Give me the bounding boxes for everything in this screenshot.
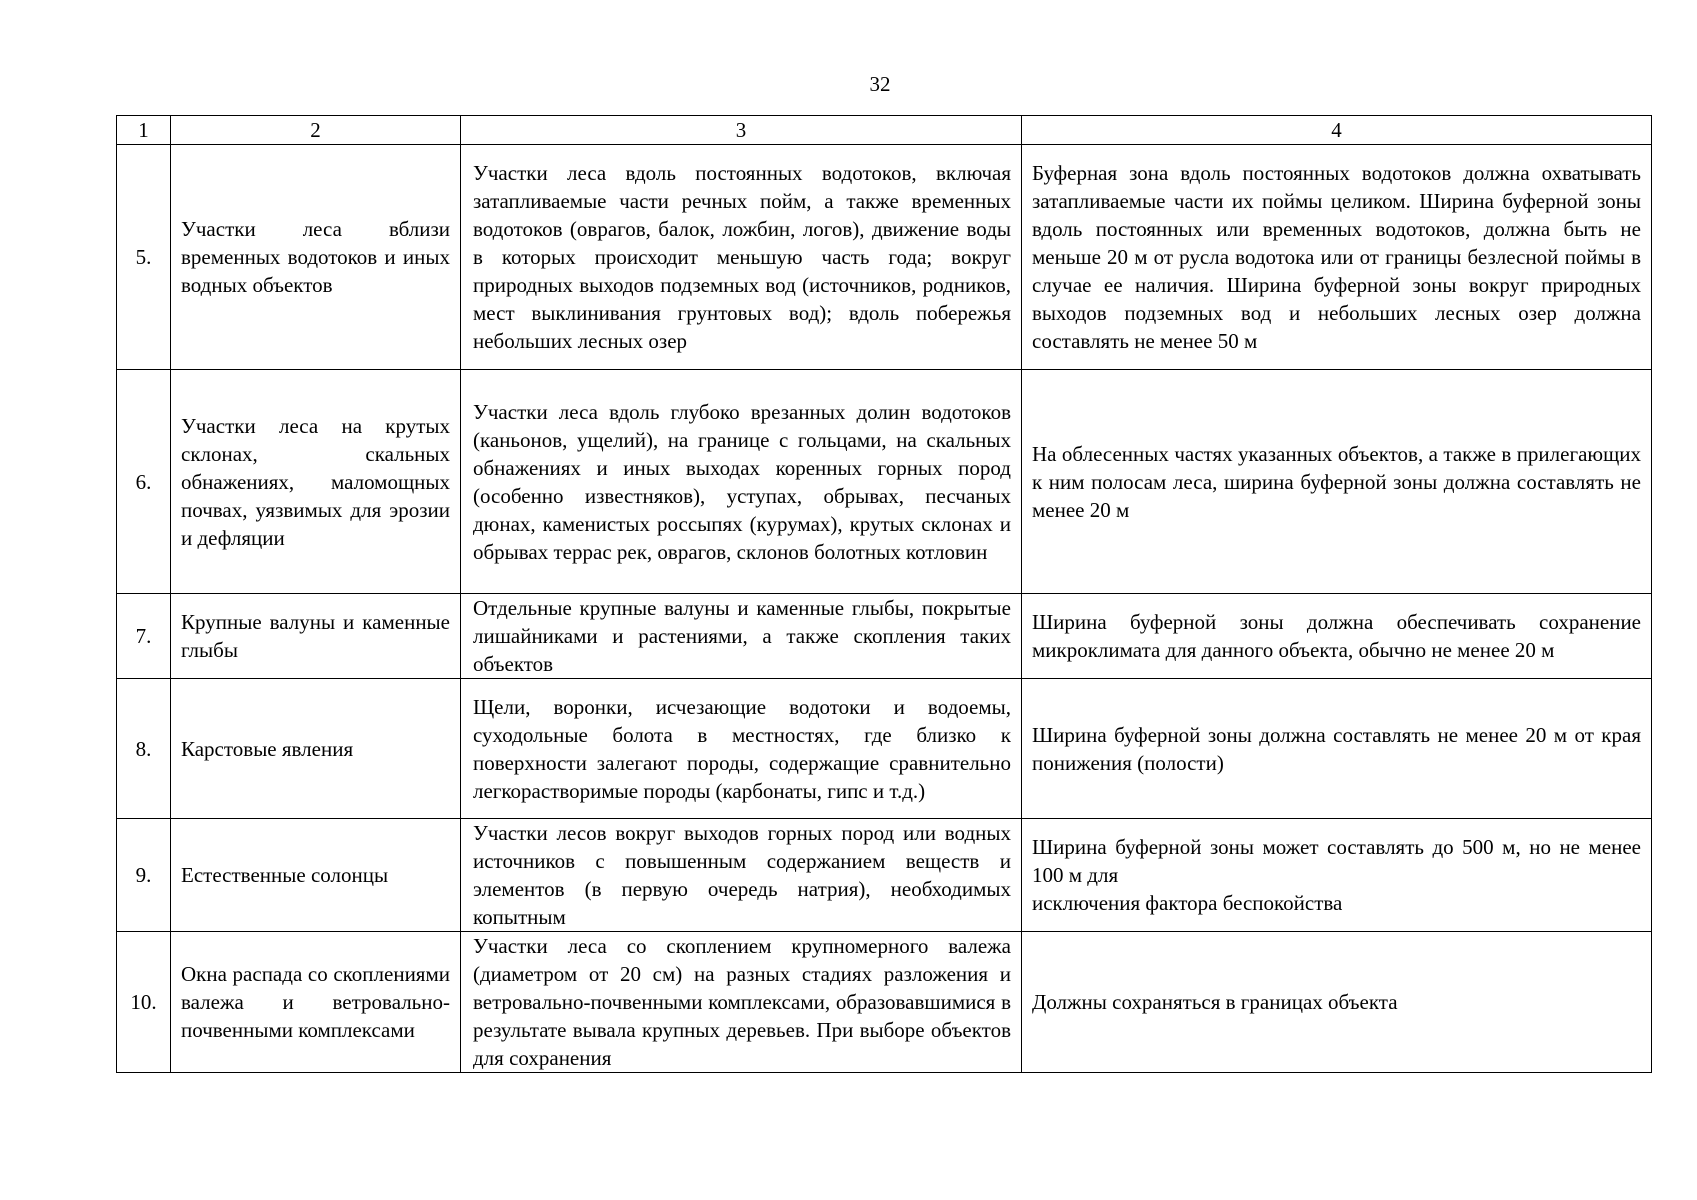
table-row [117,594,1652,679]
object-name: Естественные солонцы [171,819,461,932]
buffer-requirement: Должны сохраняться в границах объекта [1022,932,1652,1073]
table-header-row [117,116,1652,145]
buffer-requirement: Ширина буферной зоны должна обеспечивать сохранение микроклимата для данного объекта, обычно не менее 20 м [1022,594,1652,679]
page-number: 32 [869,72,891,96]
row-number: 9. [117,819,171,932]
header-cell-4: 4 [1022,116,1652,145]
object-description: Участки леса со скоплением крупномерного валежа (диаметром от 20 см) на разных стадиях разложения и ветровально-почвенными комплексами, образовавшимися в результате вывала крупных деревьев. При выборе объектов для сохранения [461,932,1022,1073]
object-name: Участки леса вблизи временных водотоков и иных водных объектов [171,145,461,370]
object-description: Участки леса вдоль постоянных водотоков, включая затапливаемые части речных пойм, а также временных водотоков (оврагов, балок, ложбин, логов), движение воды в которых происходит меньшую часть года; вокруг природных выходов подземных вод (источников, родников, мест выклинивания грунтовых вод); вдоль побережья небольших лесных озер [461,145,1022,370]
row-number: 10. [117,932,171,1073]
table-row [117,819,1652,932]
buffer-requirement-line: исключения фактора беспокойства [1032,891,1343,915]
buffer-requirement: На облесенных частях указанных объектов, а также в прилегающих к ним полосам леса, ширина буферной зоны должна составлять не менее 20 м [1022,370,1652,594]
row-number: 6. [117,370,171,594]
buffer-zone-table [116,115,1652,1073]
header-cell-3: 3 [461,116,1022,145]
table-row [117,932,1652,1073]
buffer-requirement [1022,819,1652,932]
row-number: 7. [117,594,171,679]
object-name: Карстовые явления [171,679,461,819]
object-description: Щели, воронки, исчезающие водотоки и водоемы, суходольные болота в местностях, где близко к поверхности залегают породы, содержащие сравнительно легкорастворимые породы (карбонаты, гипс и т.д.) [461,679,1022,819]
object-name: Участки леса на крутых склонах, скальных обнажениях, маломощных почвах, уязвимых для эрозии и дефляции [171,370,461,594]
buffer-requirement: Ширина буферной зоны должна составлять не менее 20 м от края понижения (полости) [1022,679,1652,819]
table-row [117,370,1652,594]
header-cell-2: 2 [171,116,461,145]
object-name: Крупные валуны и каменные глыбы [171,594,461,679]
object-description: Участки леса вдоль глубоко врезанных долин водотоков (каньонов, ущелий), на границе с гольцами, на скальных обнажениях и иных выходах коренных горных пород (особенно известняков), уступах, обрывах, песчаных дюнах, каменистых россыпях (курумах), крутых склонах и обрывах террас рек, оврагов, склонов болотных котловин [461,370,1022,594]
buffer-requirement-line: Ширина буферной зоны может составлять до 500 м, но не менее 100 м для [1032,835,1641,887]
row-number: 8. [117,679,171,819]
object-description: Отдельные крупные валуны и каменные глыбы, покрытые лишайниками и растениями, а также скопления таких объектов [461,594,1022,679]
buffer-requirement: Буферная зона вдоль постоянных водотоков должна охватывать затапливаемые части их поймы целиком. Ширина буферной зоны вдоль постоянных или временных водотоков, должна быть не меньше 20 м от русла водотока или от границы безлесной поймы в случае ее наличия. Ширина буферной зоны вокруг природных выходов подземных вод и небольших лесных озер должна составлять не менее 50 м [1022,145,1652,370]
table-row [117,145,1652,370]
object-name: Окна распада со скоплениями валежа и ветровально-почвенными комплексами [171,932,461,1073]
object-description: Участки лесов вокруг выходов горных пород или водных источников с повышенным содержанием веществ и элементов (в первую очередь натрия), необходимых копытным [461,819,1022,932]
row-number: 5. [117,145,171,370]
table-row [117,679,1652,819]
header-cell-1: 1 [117,116,171,145]
